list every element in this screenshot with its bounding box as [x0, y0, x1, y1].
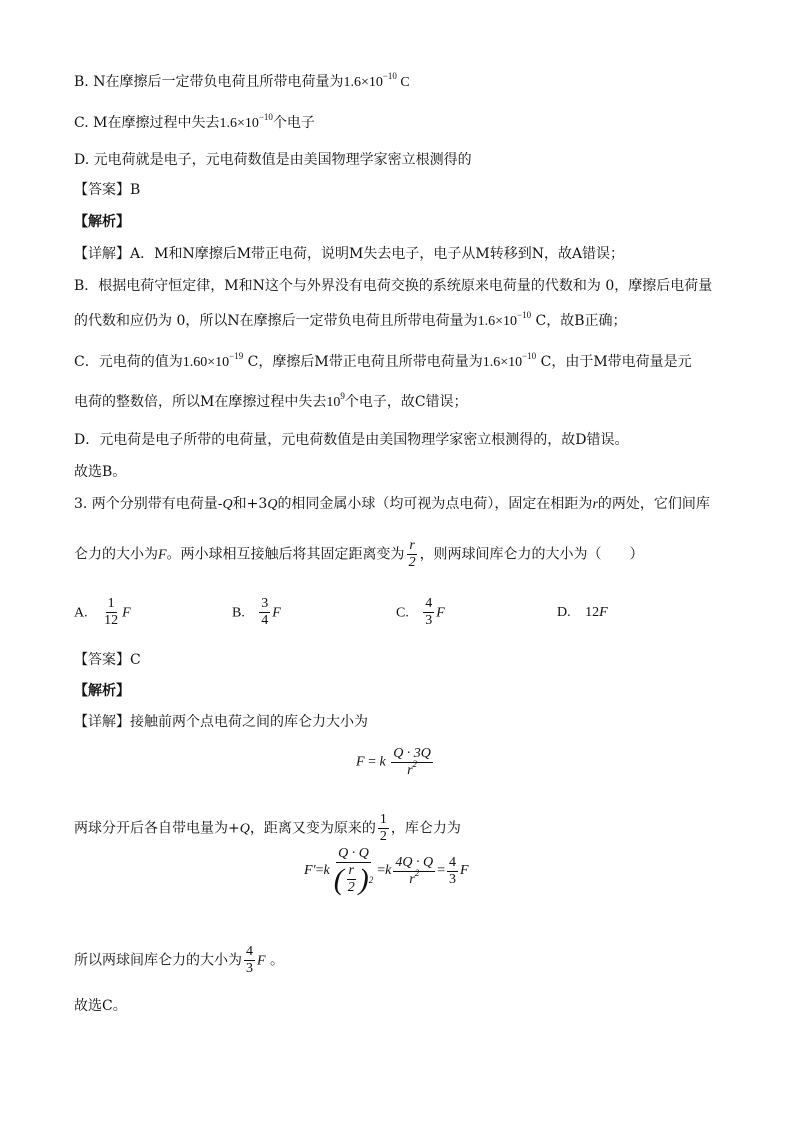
- option-d-var: F: [599, 605, 608, 620]
- after-fraction: [378, 812, 389, 845]
- after-text-2: ，距离又变为原来的: [249, 820, 376, 837]
- option-c-text: C. M在摩擦过程中失去: [74, 115, 220, 131]
- detail-c-line-1: [74, 352, 692, 373]
- option-a-var: F: [122, 605, 131, 621]
- eq2-num-3: 4: [449, 854, 457, 870]
- eq2-fraction-2: [393, 855, 435, 888]
- detail-b-text-2: 的代数和应仍为 0，所以N在摩擦后一定带负电荷且所带电荷量为: [74, 313, 478, 329]
- option-c-den: 3: [425, 613, 433, 628]
- eq2-equals-3: =: [437, 863, 446, 878]
- q3-text-4: 的两处，它们间库: [597, 496, 710, 512]
- eq2-right-paren-icon: ): [358, 862, 369, 896]
- eq1-fraction: [391, 746, 433, 779]
- q3-fraction: [407, 538, 418, 571]
- eq2-inner-num: r: [348, 863, 354, 878]
- after-q: Q: [239, 821, 250, 837]
- eq2-inner-fraction: [346, 863, 357, 896]
- answer-label-1: [74, 180, 140, 200]
- option-b-unit: C: [396, 75, 410, 90]
- q3-q-1: Q: [222, 497, 233, 512]
- option-a-fraction: [102, 596, 120, 629]
- after-line: [74, 812, 461, 845]
- option-c-label: C.: [396, 605, 409, 621]
- detail2-line: [74, 712, 368, 732]
- option-d-label: D.: [557, 605, 571, 620]
- option-c-line: [74, 113, 315, 134]
- equation-2: [304, 846, 469, 896]
- answer-text-2: 【答案】C: [74, 652, 141, 668]
- option-b-line: [74, 72, 410, 93]
- option-d-text: D. 元电荷就是电子，元电荷数值是由美国物理学家密立根测得的: [74, 152, 472, 168]
- q3-text-1: 3. 两个分别带有电荷量-: [74, 496, 223, 512]
- q3-option-a: [74, 596, 131, 629]
- detail-c-exponent-3: 9: [340, 391, 345, 401]
- choose-text-1: 故选B。: [74, 464, 127, 480]
- eq2-left-paren-icon: (: [333, 862, 344, 896]
- detail-c-text-5: 个电子，故C错误；: [344, 394, 468, 410]
- option-a-den: 12: [104, 613, 119, 628]
- after-text-3: ，库仑力为: [390, 820, 461, 837]
- q3-option-c: [396, 596, 445, 629]
- final-f: F: [257, 953, 266, 969]
- option-c-value: 1.6×10: [219, 116, 259, 131]
- option-c-tail: 个电子: [272, 115, 315, 131]
- eq2-den-2-exp: 2: [414, 867, 420, 878]
- detail-b-tail: C，故B正确；: [531, 313, 627, 329]
- eq1-k: k: [379, 754, 386, 770]
- eq2-num-1: Q · Q: [338, 846, 369, 861]
- option-b-text: B. N在摩擦后一定带负电荷且所带电荷量为: [74, 74, 344, 90]
- analysis-text-1: 【解析】: [74, 214, 130, 230]
- option-d-line: [74, 150, 472, 170]
- eq2-k-2: k: [385, 863, 392, 878]
- eq1-den: r: [407, 763, 413, 778]
- detail-c-text-2: C，摩擦后M带正电荷且所带电荷量为: [243, 354, 483, 370]
- q3-text-3: 的相同金属小球（均可视为点电荷），固定在相距为: [277, 496, 593, 512]
- final-fraction-num: 4: [246, 944, 253, 959]
- answer-label-2: [74, 650, 141, 670]
- eq2-den-3: 3: [449, 871, 457, 887]
- answer-text-1: 【答案】B: [74, 182, 141, 198]
- detail-c-text-4: 电荷的整数倍，所以M在摩擦过程中失去: [74, 394, 327, 410]
- eq2-inner-den: 2: [347, 880, 355, 895]
- option-b-var: F: [272, 605, 281, 621]
- option-c-exponent: −10: [258, 112, 273, 122]
- detail2-text: 【详解】接触前两个点电荷之间的库仑力大小为: [74, 714, 368, 730]
- q3-text-7: ，则两球间库仑力的大小为（ ）: [419, 546, 644, 563]
- choose-text-2: 故选C。: [74, 998, 127, 1014]
- q3-text-6: 。两小球相互接触后将其固定距离变为: [166, 546, 405, 563]
- eq2-k-1: k: [323, 863, 330, 878]
- option-b-num: 3: [261, 596, 269, 611]
- eq2-num-2: 4Q · Q: [395, 854, 434, 870]
- choose-line-1: [74, 462, 126, 482]
- choose-line-2: [74, 996, 127, 1016]
- option-a-num: 1: [107, 596, 115, 611]
- detail-b-text-1: B．根据电荷守恒定律，M和N这个与外界没有电荷交换的系统原来电荷量的代数和为 0，摩擦后电荷量: [74, 278, 713, 294]
- option-c-num: 4: [425, 596, 433, 611]
- final-fraction: [244, 944, 255, 977]
- option-b-value: 1.6×10: [343, 75, 383, 90]
- detail-c-value-1: 1.60×10: [182, 355, 230, 370]
- after-text-1: 两球分开后各自带电量为+: [74, 820, 240, 837]
- detail-c-exponent-1: −19: [229, 351, 244, 361]
- detail-c-line-2: [74, 392, 468, 413]
- final-text-1: 所以两球间库仑力的大小为: [74, 952, 242, 969]
- q3-option-b: [232, 596, 281, 629]
- eq2-fraction-1: Q · Q ( $\frac{r}{2}$ ) 2: [333, 846, 374, 896]
- equation-1: [356, 746, 435, 779]
- detail-b-line-2: [74, 311, 627, 332]
- q3-fraction-num: r: [409, 538, 415, 553]
- eq1-equals: =: [364, 754, 380, 770]
- q3-text-2: 和+3: [232, 496, 268, 512]
- detail-c-text-3: C，由于M带电荷量是元: [536, 354, 692, 370]
- eq1-num: Q · 3Q: [393, 746, 431, 761]
- analysis-label-2: [74, 681, 130, 701]
- option-d-value: 12: [585, 605, 600, 620]
- option-b-label: B.: [232, 605, 245, 621]
- option-a-label: A.: [74, 605, 88, 621]
- detail-b-line-1: [74, 276, 712, 296]
- detail-c-text-1: C．元电荷的值为: [74, 354, 183, 370]
- detail-a-text: 【详解】A．M和N摩擦后M带正电荷，说明M失去电子，电子从M转移到N，故A错误；: [74, 246, 625, 262]
- final-line: [74, 944, 284, 977]
- final-fraction-den: 3: [246, 961, 253, 976]
- eq2-equals-2: =: [377, 863, 386, 878]
- detail-b-exponent: −10: [517, 310, 532, 320]
- q3-q-2: Q: [267, 497, 278, 512]
- eq2-fraction-3: [447, 855, 458, 888]
- eq1-lhs: F: [356, 754, 365, 770]
- eq2-var: F: [460, 863, 469, 878]
- after-fraction-num: 1: [379, 812, 387, 827]
- question-3-line-2: [74, 538, 644, 571]
- option-c-var: F: [436, 605, 445, 621]
- eq2-lhs: F′: [304, 863, 316, 878]
- eq2-equals-1: =: [315, 863, 324, 878]
- option-b-fraction: [259, 596, 270, 629]
- eq1-den-exp: 2: [412, 759, 418, 769]
- q3-r: r: [592, 497, 598, 512]
- detail-a-line: [74, 244, 624, 264]
- detail-c-value-3: 10: [326, 395, 341, 410]
- option-b-exponent: −10: [382, 71, 397, 81]
- analysis-label-1: [74, 212, 130, 232]
- q3-option-d: [557, 602, 608, 623]
- detail-c-exponent-2: −10: [522, 351, 537, 361]
- detail-d-line: [74, 430, 628, 450]
- detail-d-text: D．元电荷是电子所带的电荷量，元电荷数值是由美国物理学家密立根测得的，故D错误。: [74, 432, 629, 448]
- detail-b-value: 1.6×10: [477, 314, 518, 329]
- analysis-text-2: 【解析】: [74, 683, 130, 699]
- option-b-den: 4: [261, 613, 269, 628]
- question-3-line-1: [74, 494, 710, 515]
- after-fraction-den: 2: [379, 829, 387, 844]
- option-c-fraction: [423, 596, 434, 629]
- q3-text-5: 仑力的大小为: [74, 546, 158, 563]
- final-text-2: 。: [265, 952, 285, 969]
- q3-fraction-den: 2: [408, 555, 416, 570]
- detail-c-value-2: 1.6×10: [482, 355, 523, 370]
- eq2-den-2: r: [409, 871, 415, 887]
- q3-f: F: [158, 547, 167, 563]
